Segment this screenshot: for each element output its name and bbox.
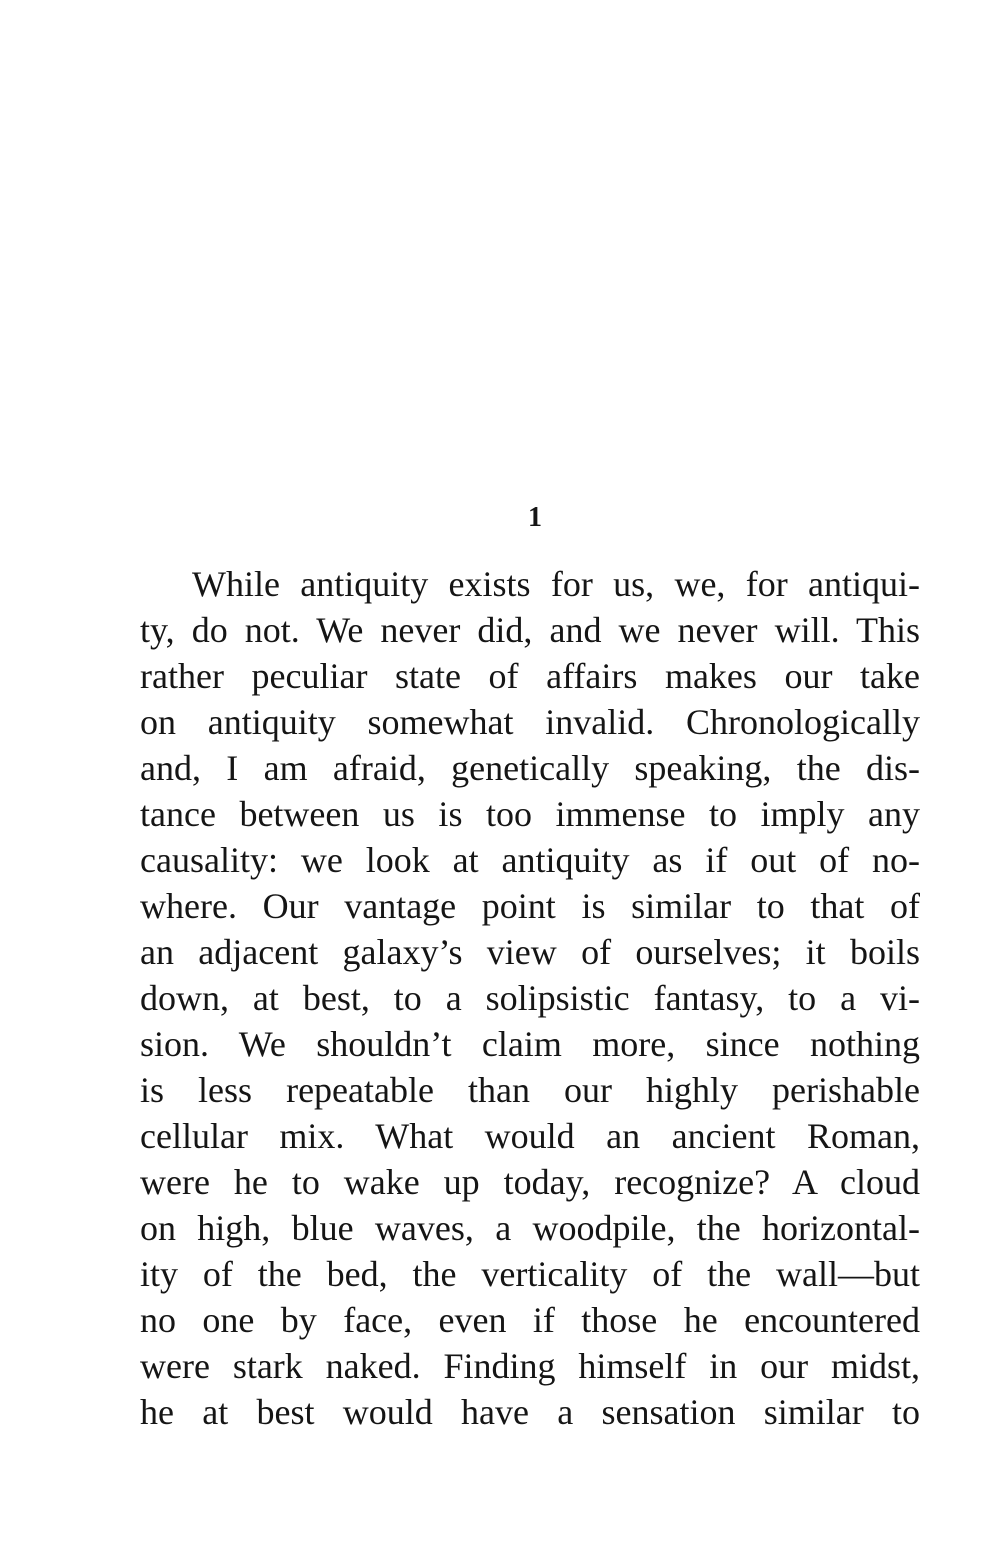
body-paragraph bbox=[140, 561, 920, 1435]
text-line: an adjacent galaxy’s view of ourselves; it boils bbox=[140, 932, 920, 972]
section-number: 1 bbox=[528, 502, 542, 533]
text-line: he at best would have a sensation similar to bbox=[140, 1392, 920, 1432]
text-line: causality: we look at antiquity as if out of no- bbox=[140, 840, 920, 880]
text-line: down, at best, to a solipsistic fantasy, to a vi- bbox=[140, 978, 920, 1018]
text-line: sion. We shouldn’t claim more, since nothing bbox=[140, 1024, 920, 1064]
text-line: on antiquity somewhat invalid. Chronologically bbox=[140, 702, 920, 742]
text-line: on high, blue waves, a woodpile, the horizontal- bbox=[140, 1208, 920, 1248]
text-line: were he to wake up today, recognize? A cloud bbox=[140, 1162, 920, 1202]
text-line: cellular mix. What would an ancient Roman, bbox=[140, 1116, 920, 1156]
text-line: While antiquity exists for us, we, for antiqui- bbox=[192, 564, 920, 604]
text-line: no one by face, even if those he encountered bbox=[140, 1300, 920, 1340]
text-line: is less repeatable than our highly perishable bbox=[140, 1070, 920, 1110]
text-line: and, I am afraid, genetically speaking, the dis- bbox=[140, 748, 920, 788]
text-line: rather peculiar state of affairs makes our take bbox=[140, 656, 920, 696]
text-line: were stark naked. Finding himself in our midst, bbox=[140, 1346, 920, 1386]
text-line: where. Our vantage point is similar to that of bbox=[140, 886, 920, 926]
text-line: ity of the bed, the verticality of the wall—but bbox=[140, 1254, 920, 1294]
text-line: tance between us is too immense to imply any bbox=[140, 794, 920, 834]
text-line: ty, do not. We never did, and we never will. This bbox=[140, 610, 920, 650]
